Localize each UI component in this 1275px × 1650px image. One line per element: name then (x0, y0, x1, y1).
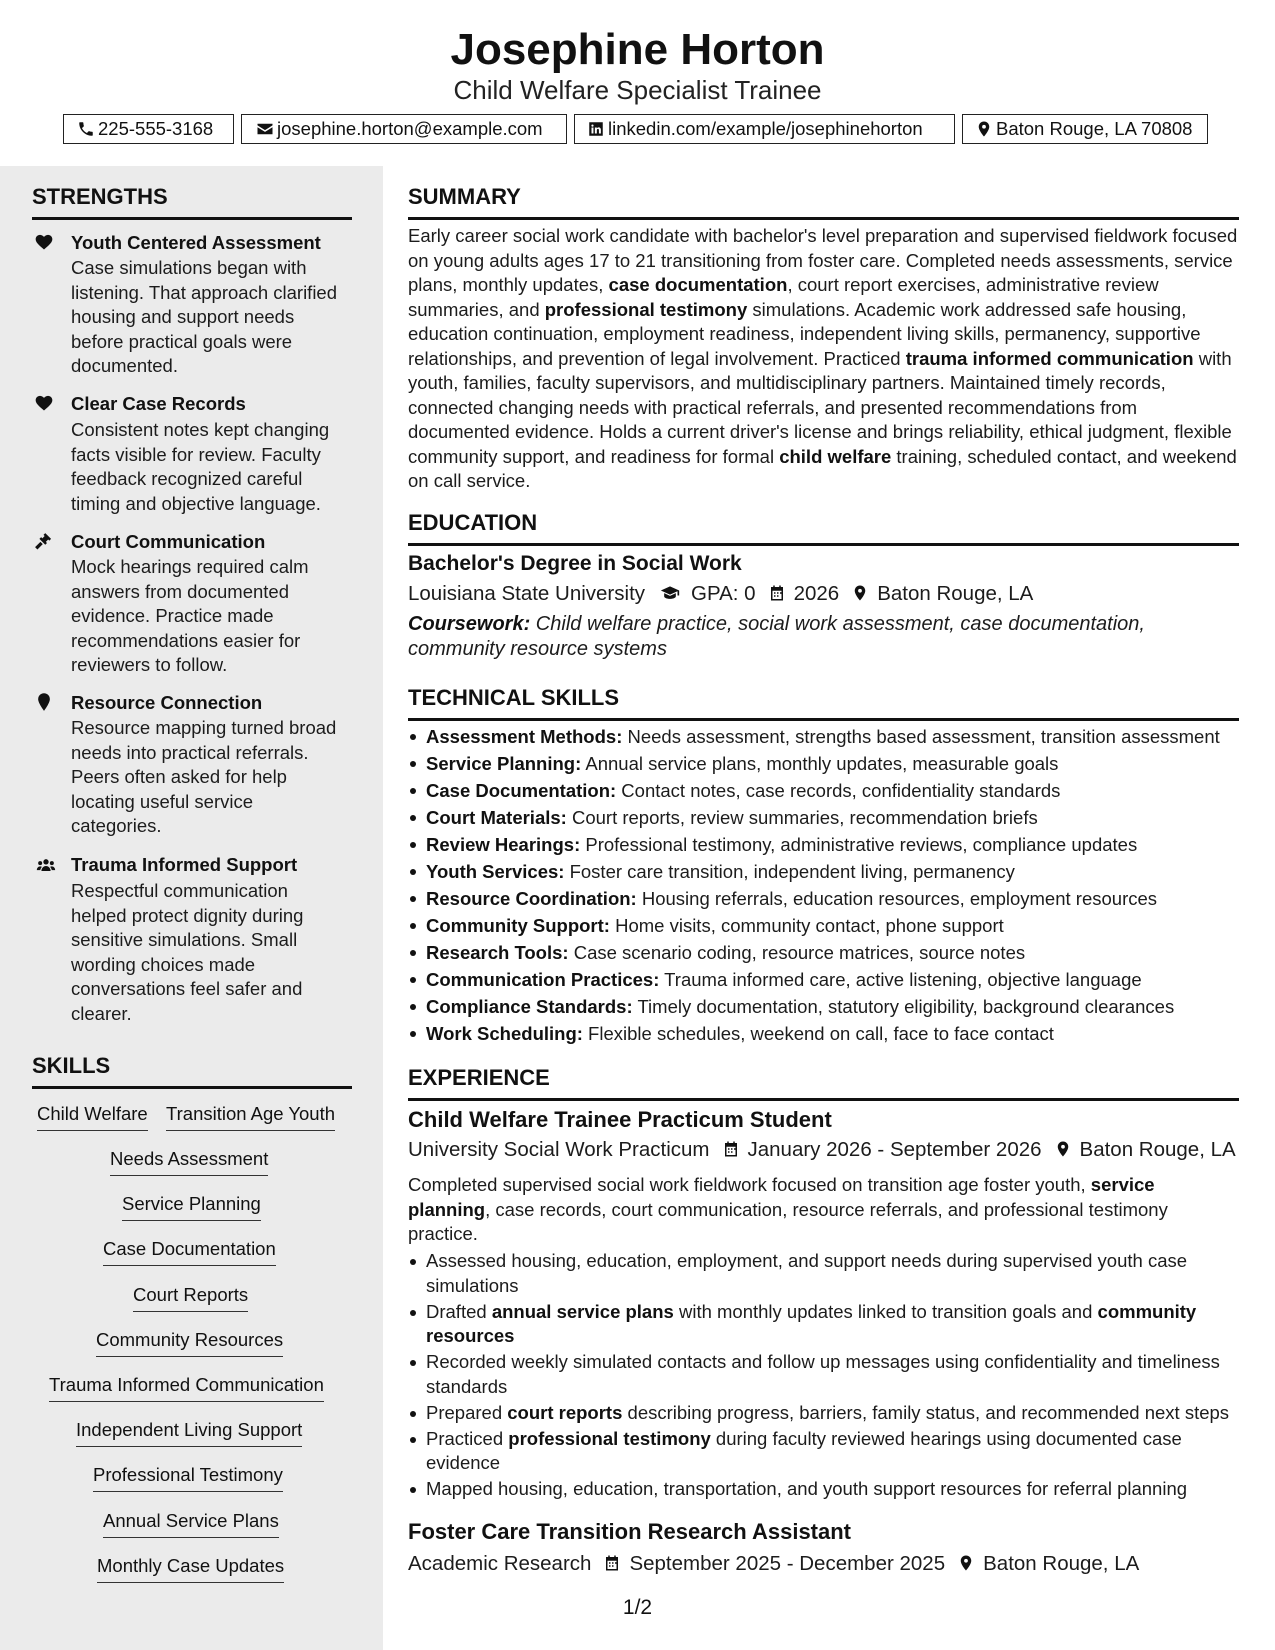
candidate-title: Child Welfare Specialist Trainee (453, 75, 822, 105)
strength-line: feedback recognized careful (71, 468, 303, 489)
strengths-heading: STRENGTHS (32, 183, 352, 220)
text-run: training, scheduled contact, and weekend on call service. (408, 445, 1237, 491)
skill-chip: Professional Testimony (93, 1463, 283, 1492)
skill-text: Home visits, community contact, phone support (609, 915, 1004, 936)
candidate-name: Josephine Horton (450, 25, 825, 74)
strength-line: Consistent notes kept changing (71, 419, 330, 440)
strength-line: housing and support needs (71, 306, 295, 327)
job-location: Baton Rouge, LA (1079, 1138, 1236, 1161)
job-location: Baton Rouge, LA (983, 1552, 1140, 1575)
list-item (426, 1350, 1259, 1399)
list-item (426, 1427, 1259, 1476)
skill-chip: Needs Assessment (110, 1147, 268, 1176)
strength-line: wording choices made (71, 953, 256, 975)
skill-chip: Trauma Informed Communication (49, 1373, 324, 1402)
list-item (426, 777, 1259, 804)
skill-text: Case scenario coding, resource matrices, source notes (568, 942, 1026, 963)
education-meta (408, 580, 1033, 608)
job-meta (408, 1550, 1139, 1578)
strength-line: Respectful communication (71, 880, 288, 901)
list-item (426, 912, 1259, 939)
job-dates: September 2025 - December 2025 (629, 1552, 946, 1575)
strength-line: conversations feel safer and (71, 978, 303, 999)
strength-line: helped protect dignity during (71, 904, 304, 926)
job-bullets (408, 1249, 1259, 1503)
text-run: with youth, families, faculty supervisors, and multidisciplinary partners. Maintained timely records, connected changing needs with practical referrals, and presented recommendations from documented evidence. Holds a current driver's license and brings reliability, ethical judgment, flexible community support, and readiness for formal (408, 347, 1232, 467)
strength-line: recommendations easier for (71, 629, 301, 651)
job-org: University Social Work Practicum (408, 1138, 710, 1161)
degree-title: Bachelor's Degree in Social Work (408, 552, 742, 575)
bullet-text: Practiced (426, 1427, 509, 1449)
list-item (426, 993, 1259, 1020)
summary-heading: SUMMARY (408, 183, 1239, 220)
technical-skills-heading: TECHNICAL SKILLS (408, 684, 1239, 721)
keyword: community resources (426, 1300, 1197, 1346)
list-item (426, 1401, 1259, 1426)
strength-description (71, 879, 351, 1026)
strength-title: Trauma Informed Support (71, 854, 298, 875)
list-item (426, 723, 1259, 750)
coursework-label: Coursework: (408, 613, 531, 635)
strength-description (71, 418, 351, 516)
skill-chip: Court Reports (133, 1283, 248, 1312)
skill-label: Review Hearings: (426, 834, 581, 855)
phone-text: 225-555-3168 (98, 118, 214, 139)
graduation-year: 2026 (793, 582, 840, 605)
contact-phone[interactable] (63, 114, 234, 144)
job-title: Child Welfare Trainee Practicum Student (408, 1107, 832, 1132)
skill-text: Annual service plans, monthly updates, measurable goals (581, 753, 1059, 774)
list-item (426, 804, 1259, 831)
linkedin-text: linkedin.com/example/josephinehorton (608, 118, 923, 139)
job-description (408, 1173, 1178, 1247)
gavel-icon (34, 531, 56, 553)
skill-text: Trauma informed care, active listening, objective language (659, 969, 1142, 990)
skill-label: Research Tools: (426, 942, 569, 963)
strength-line: listening. That approach clarified (71, 281, 338, 303)
keyword: child welfare (779, 445, 892, 467)
bullet-text: Assessed housing, education, employment, and support needs during supervised youth case simulations (426, 1250, 1188, 1296)
strength-description (71, 256, 351, 379)
skill-chip: Service Planning (122, 1192, 261, 1221)
bullet-text: describing progress, barriers, family status, and recommended next steps (622, 1401, 1230, 1423)
job-title: Foster Care Transition Research Assistant (408, 1519, 852, 1544)
page-number: 1/2 (622, 1596, 653, 1619)
map-pin-icon (34, 692, 56, 714)
education-heading: EDUCATION (408, 509, 1239, 546)
gpa: GPA: 0 (691, 582, 756, 605)
linkedin-icon (587, 120, 605, 138)
strength-line: timing and objective language. (71, 492, 321, 514)
skill-text: Housing referrals, education resources, employment resources (636, 888, 1158, 909)
bullet-text: with monthly updates linked to transition goals and (673, 1300, 1098, 1322)
skill-chip: Annual Service Plans (103, 1509, 279, 1538)
list-item (426, 1020, 1259, 1047)
keyword: service planning (408, 1174, 1155, 1220)
text-run: , court report exercises, administrative review summaries, and (408, 274, 1159, 320)
strength-line: locating useful service (71, 790, 254, 812)
keyword: professional testimony (544, 298, 748, 320)
text-run: Early career social work candidate with bachelor's level preparation and supervised fieldwork focused on young adults ages 17 to 21 transitioning from foster care. Completed needs assessments, service plans, monthly updates, (408, 225, 1238, 295)
skill-text: Court reports, review summaries, recommendation briefs (566, 807, 1038, 828)
strength-line: Resource mapping turned broad (71, 717, 337, 738)
skill-text: Timely documentation, statutory eligibility, background clearances (632, 996, 1175, 1017)
skill-label: Case Documentation: (426, 780, 617, 801)
strength-description (71, 555, 351, 678)
list-item (426, 1249, 1259, 1298)
list-item (426, 831, 1259, 858)
strength-line: Case simulations began with (71, 257, 307, 278)
strength-title: Clear Case Records (71, 393, 246, 414)
strength-line: answers from documented (71, 580, 289, 602)
calendar-icon (603, 1553, 621, 1573)
calendar-icon (722, 1139, 740, 1159)
bullet-text: Prepared (426, 1401, 508, 1423)
strength-line: before practical goals were (71, 330, 293, 352)
skill-label: Service Planning: (426, 753, 582, 774)
list-item (426, 858, 1259, 885)
skill-text: Contact notes, case records, confidentiality standards (616, 780, 1061, 801)
skill-text: Foster care transition, independent living, permanency (564, 861, 1015, 882)
list-item (426, 750, 1259, 777)
skill-text: Professional testimony, administrative reviews, compliance updates (580, 834, 1138, 855)
skill-text: Needs assessment, strengths based assessment, transition assessment (622, 726, 1220, 747)
bullet-text: Recorded weekly simulated contacts and follow up messages using confidentiality and timeliness standards (426, 1351, 1220, 1397)
skill-label: Communication Practices: (426, 969, 660, 990)
skill-label: Community Support: (426, 915, 610, 936)
coursework (408, 612, 1208, 662)
keyword: court reports (507, 1401, 623, 1423)
list-item (426, 939, 1259, 966)
skill-text: Flexible schedules, weekend on call, face to face contact (582, 1023, 1054, 1044)
text-run: Completed supervised social work fieldwork focused on transition age foster youth, (408, 1174, 1091, 1195)
list-item (426, 966, 1259, 993)
skill-chip: Independent Living Support (76, 1418, 302, 1447)
technical-skills-list (408, 723, 1259, 1047)
phone-icon (77, 120, 95, 138)
skill-label: Youth Services: (426, 861, 565, 882)
contact-location (962, 114, 1208, 144)
strength-line: needs into practical referrals. (71, 741, 309, 763)
experience-heading: EXPERIENCE (408, 1064, 1239, 1101)
strength-line: Peers often asked for help (71, 766, 287, 787)
calendar-icon (768, 583, 786, 603)
job-meta (408, 1136, 1236, 1164)
heart-icon (34, 232, 56, 254)
skill-label: Assessment Methods: (426, 726, 623, 747)
bullet-text: during faculty reviewed hearings using documented case evidence (426, 1427, 1182, 1473)
summary-text (408, 224, 1241, 494)
location-text: Baton Rouge, LA 70808 (996, 118, 1193, 139)
school-name: Louisiana State University (408, 582, 646, 605)
strength-line: reviewers to follow. (71, 654, 228, 675)
map-marker-icon (851, 583, 869, 603)
bullet-text: Drafted (426, 1300, 492, 1322)
users-icon (34, 856, 56, 878)
education-location: Baton Rouge, LA (877, 582, 1034, 605)
keyword: case documentation (608, 274, 788, 295)
map-marker-icon (1054, 1139, 1072, 1159)
strength-description (71, 716, 351, 839)
contact-linkedin[interactable] (574, 114, 955, 144)
map-marker-icon (975, 120, 993, 138)
job-dates: January 2026 - September 2026 (747, 1138, 1042, 1161)
job-org: Academic Research (408, 1552, 592, 1575)
heart-icon (34, 393, 56, 415)
strength-line: Mock hearings required calm (71, 556, 309, 577)
map-marker-icon (957, 1553, 975, 1573)
strength-title: Resource Connection (71, 692, 263, 713)
strength-line: evidence. Practice made (71, 605, 274, 626)
skill-label: Compliance Standards: (426, 996, 633, 1017)
bullet-text: Mapped housing, education, transportation, and youth support resources for referral planning (426, 1478, 1188, 1499)
envelope-icon (256, 120, 274, 138)
strength-line: documented. (71, 355, 178, 376)
list-item (426, 885, 1259, 912)
list-item (426, 1300, 1259, 1349)
skills-heading: SKILLS (32, 1052, 352, 1089)
skill-label: Resource Coordination: (426, 888, 637, 909)
keyword: trauma informed communication (905, 347, 1194, 369)
coursework-text: Child welfare practice, social work assessment, case documentation, community resource systems (408, 613, 1145, 660)
strength-title: Court Communication (71, 531, 266, 552)
skill-chip: Monthly Case Updates (97, 1554, 284, 1583)
keyword: annual service plans (491, 1300, 674, 1322)
skill-label: Work Scheduling: (426, 1023, 583, 1044)
skill-chip: Child Welfare (37, 1102, 148, 1131)
skill-label: Court Materials: (426, 807, 567, 828)
strength-line: categories. (71, 815, 162, 836)
keyword: professional testimony (508, 1427, 711, 1449)
skill-chip: Transition Age Youth (166, 1102, 335, 1131)
skill-chip: Case Documentation (103, 1237, 276, 1266)
skill-chip: Community Resources (96, 1328, 283, 1357)
strength-line: clearer. (71, 1002, 132, 1024)
text-run: simulations. Academic work addressed safe housing, education continuation, employment readiness, independent living skills, permanency, supportive relationships, and prevention of legal involvement. Practiced (408, 298, 1201, 369)
contact-email[interactable] (241, 114, 567, 144)
graduation-cap-icon (657, 583, 683, 603)
strength-line: sensitive simulations. Small (71, 929, 298, 950)
strength-title: Youth Centered Assessment (71, 232, 321, 253)
text-run: , case records, court communication, resource referrals, and professional testimony practice. (408, 1198, 1168, 1244)
strength-line: facts visible for review. Faculty (71, 443, 321, 465)
email-text: josephine.horton@example.com (277, 118, 543, 139)
resume-header (0, 0, 1275, 166)
list-item (426, 1477, 1259, 1502)
